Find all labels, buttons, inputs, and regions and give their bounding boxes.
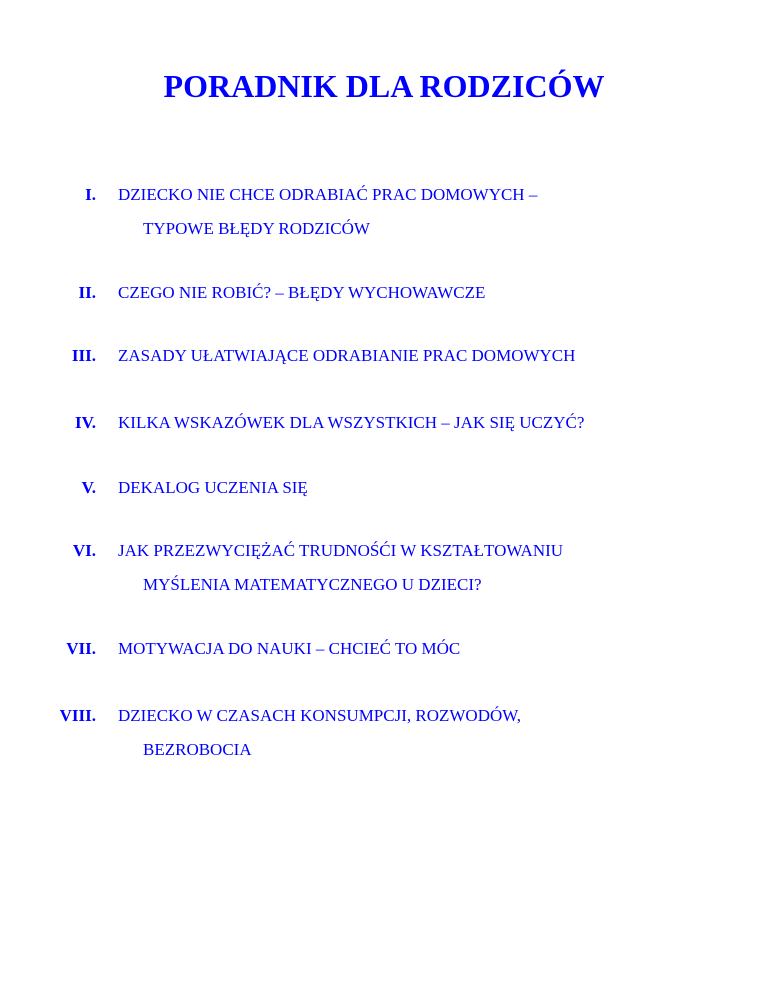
toc-entry-number: III.: [71, 346, 96, 365]
toc-entry-number: VII.: [66, 639, 96, 658]
toc-entry-title: DZIECKO W CZASACH KONSUMPCJI, ROZWODÓW,: [118, 706, 521, 725]
toc-entry-title: JAK PRZEZWYCIĘŻAĆ TRUDNOŚĆI W KSZTAŁTOWANIU: [118, 541, 564, 560]
toc-entry-title: ZASADY UŁATWIAJĄCE ODRABIANIE PRAC DOMOWYCH: [118, 346, 576, 365]
toc-entry-title-continued: TYPOWE BŁĘDY RODZICÓW: [143, 219, 370, 238]
toc-entry-title-continued: MYŚLENIA MATEMATYCZNEGO U DZIECI?: [143, 575, 482, 594]
toc-entry-number: V.: [81, 478, 96, 497]
toc-entry-number: IV.: [75, 413, 96, 432]
toc-entry-number: II.: [78, 283, 96, 302]
toc-entry-number: VIII.: [59, 706, 96, 725]
toc-entry-number: I.: [85, 185, 96, 204]
toc-entry-title: MOTYWACJA DO NAUKI – CHCIEĆ TO MÓC: [118, 639, 461, 658]
toc-entry-title: DZIECKO NIE CHCE ODRABIAĆ PRAC DOMOWYCH –: [118, 185, 538, 204]
page-title: PORADNIK DLA RODZICÓW: [163, 68, 605, 104]
toc-entry-title: DEKALOG UCZENIA SIĘ: [118, 478, 308, 497]
toc-entry-title: CZEGO NIE ROBIĆ? – BŁĘDY WYCHOWAWCZE: [118, 283, 486, 302]
toc-entry-title: KILKA WSKAZÓWEK DLA WSZYSTKICH – JAK SIĘ UCZYĆ?: [118, 413, 585, 432]
toc-entry-title-continued: BEZROBOCIA: [143, 740, 252, 759]
toc-entry-number: VI.: [72, 541, 96, 560]
